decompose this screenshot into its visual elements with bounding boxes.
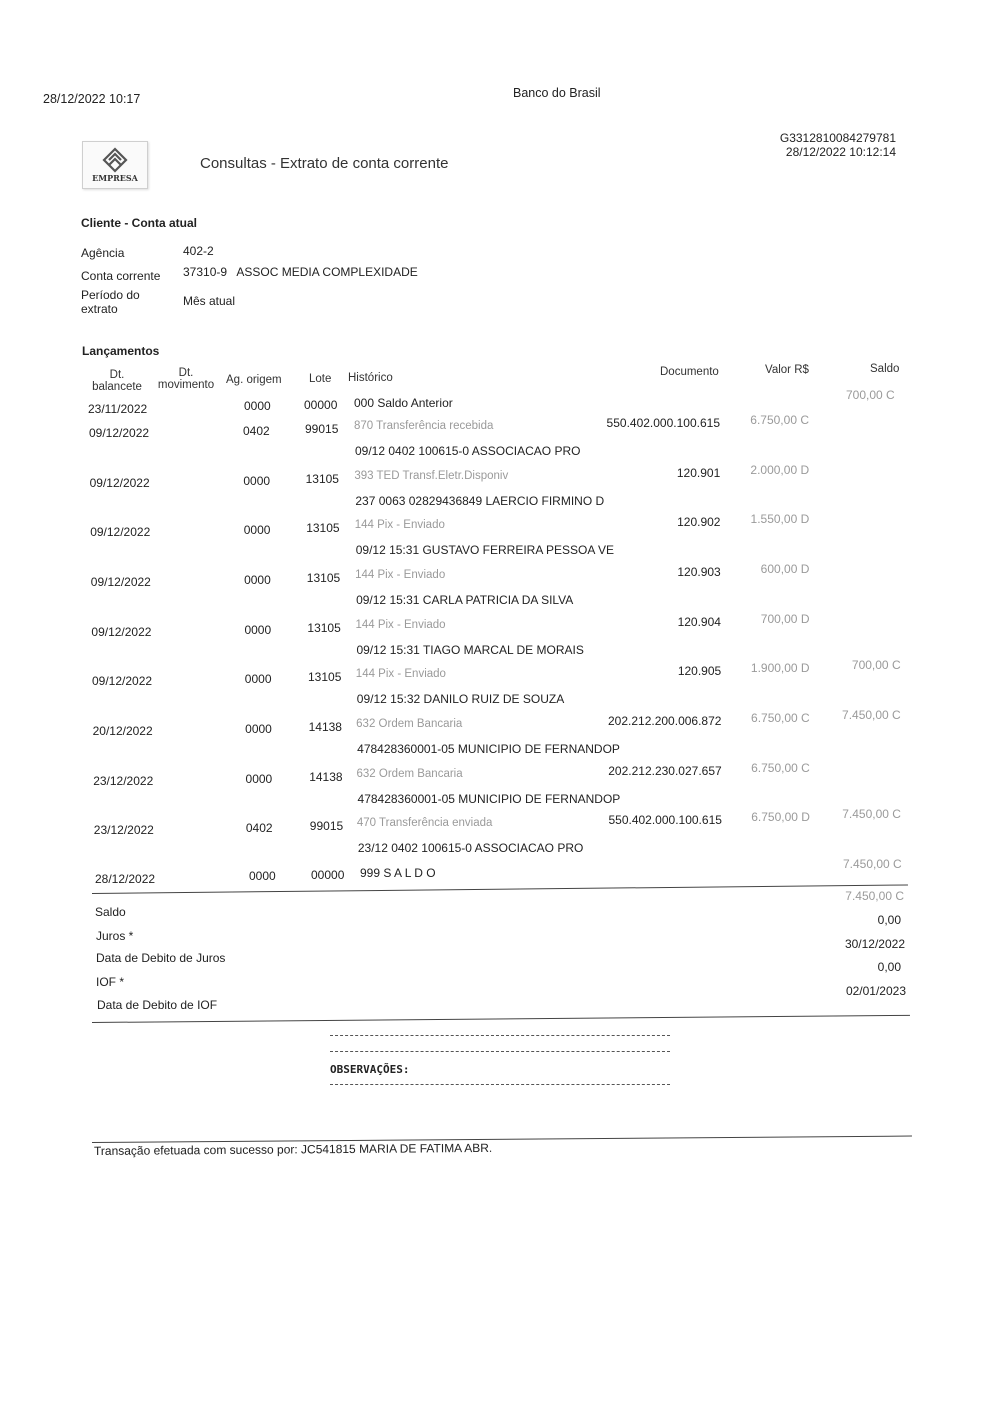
row-detail: 09/12 15:31 GUSTAVO FERREIRA PESSOA VE — [355, 543, 615, 557]
row-valor: 600,00 D — [760, 562, 810, 576]
iof-label: IOF * — [96, 975, 125, 989]
row-valor: 6.750,00 C — [750, 413, 809, 427]
row-lote: 14138 — [309, 770, 343, 784]
row-detail: 09/12 0402 100615-0 ASSOCIACAO PRO — [355, 444, 581, 458]
print-datetime: 28/12/2022 10:17 — [43, 92, 141, 106]
table-row — [0, 562, 992, 616]
row-ag: 0000 — [245, 722, 272, 736]
row-documento: 202.212.230.027.657 — [608, 764, 722, 778]
bb-logo-icon — [101, 147, 129, 173]
row-documento: 120.903 — [677, 565, 721, 579]
row-date: 09/12/2022 — [92, 674, 153, 688]
row-valor: 6.750,00 C — [751, 711, 810, 725]
bank-logo — [82, 141, 148, 189]
row-valor: 6.750,00 C — [751, 761, 810, 775]
summary-bottom-divider — [92, 1015, 910, 1023]
periodo-value: Mês atual — [183, 294, 236, 308]
row-lote: 13105 — [307, 621, 341, 635]
row-saldo: 7.450,00 C — [842, 708, 901, 722]
auth-datetime: 28/12/2022 10:12:14 — [785, 145, 896, 159]
page-title: Consultas - Extrato de conta corrente — [200, 155, 449, 172]
footer-divider — [92, 1136, 912, 1143]
col-dt-movimento — [154, 367, 218, 391]
data-debito-iof-value: 02/01/2023 — [845, 984, 906, 998]
col-dt-balancete — [88, 369, 146, 393]
row-detail: 237 0063 02829436849 LAERCIO FIRMINO D — [355, 494, 605, 508]
row-ag: 0000 — [244, 573, 271, 587]
row-historico: 144 Pix - Enviado — [354, 519, 445, 531]
row-valor: 1.550,00 D — [750, 512, 810, 526]
row-documento: 120.904 — [677, 615, 721, 629]
row-saldo: 700,00 C — [846, 388, 895, 402]
agencia-label: Agência — [81, 246, 125, 260]
row-valor: 6.750,00 D — [751, 810, 810, 824]
conta-label: Conta corrente — [81, 269, 161, 283]
iof-value: 0,00 — [877, 960, 901, 974]
periodo-label-line1: Período do — [81, 288, 140, 302]
agencia-value: 402-2 — [183, 244, 214, 258]
row-lote: 13105 — [308, 670, 342, 684]
row-documento: 120.901 — [676, 466, 721, 480]
periodo-label — [81, 288, 140, 316]
row-lote: 00000 — [311, 868, 345, 882]
row-historico: 000 Saldo Anterior — [354, 396, 453, 410]
row-lote: 13105 — [306, 571, 341, 585]
row-date: 09/12/2022 — [89, 476, 150, 490]
row-lote: 00000 — [304, 398, 338, 412]
lancamentos-section-title: Lançamentos — [82, 344, 160, 358]
row-date: 20/12/2022 — [92, 724, 153, 738]
row-valor: 700,00 D — [760, 612, 810, 626]
row-historico: 144 Pix - Enviado — [355, 569, 446, 581]
row-lote: 13105 — [305, 472, 339, 486]
client-section-title: Cliente - Conta atual — [81, 216, 198, 230]
periodo-label-line2: extrato — [81, 302, 118, 316]
row-ag: 0402 — [245, 821, 273, 835]
row-detail: 478428360001-05 MUNICIPIO DE FERNANDOP — [357, 792, 621, 806]
juros-label: Juros * — [96, 929, 134, 943]
data-debito-juros-label: Data de Debito de Juros — [96, 951, 226, 965]
row-detail: 09/12 15:31 TIAGO MARCAL DE MORAIS — [356, 643, 584, 657]
row-detail: 09/12 15:31 CARLA PATRICIA DA SILVA — [356, 593, 574, 607]
col-dt-balancete-line2: balancete — [92, 381, 142, 393]
col-lote: Lote — [309, 373, 332, 385]
obs-dashed-line-1 — [330, 1035, 670, 1036]
row-detail: 23/12 0402 100615-0 ASSOCIACAO PRO — [357, 841, 584, 855]
col-saldo: Saldo — [870, 363, 900, 375]
row-ag: 0000 — [244, 623, 272, 637]
col-dt-movimento-line1: Dt. — [178, 367, 194, 379]
table-row — [0, 612, 992, 666]
row-saldo: 7.450,00 C — [843, 857, 902, 871]
row-historico: 144 Pix - Enviado — [355, 619, 446, 631]
row-date: 09/12/2022 — [89, 426, 150, 440]
row-detail: 09/12 15:32 DANILO RUIZ DE SOUZA — [356, 692, 565, 706]
row-saldo: 7.450,00 C — [842, 807, 901, 821]
row-ag: 0402 — [243, 424, 270, 438]
row-documento: 550.402.000.100.615 — [606, 416, 720, 430]
row-date: 28/12/2022 — [95, 872, 156, 886]
row-date: 09/12/2022 — [91, 625, 152, 639]
row-lote: 99015 — [305, 422, 339, 436]
obs-dashed-line-3 — [330, 1084, 670, 1085]
row-date: 09/12/2022 — [90, 575, 151, 589]
row-lote: 13105 — [306, 521, 340, 535]
row-ag: 0000 — [243, 474, 271, 488]
data-debito-juros-value: 30/12/2022 — [844, 937, 905, 951]
auth-code: G3312810084279781 — [779, 131, 896, 145]
col-dt-balancete-line1: Dt. — [109, 369, 125, 381]
row-ag: 0000 — [243, 523, 271, 537]
row-historico: 632 Ordem Bancaria — [356, 718, 463, 730]
data-debito-iof-label: Data de Debito de IOF — [97, 998, 218, 1012]
logo-label: EMPRESA — [92, 173, 138, 183]
row-historico: 999 S A L D O — [360, 866, 436, 880]
row-ag: 0000 — [245, 772, 273, 786]
row-valor: 1.900,00 D — [750, 661, 810, 675]
row-documento: 120.902 — [677, 515, 721, 529]
row-ag: 0000 — [244, 672, 272, 686]
row-valor: 2.000,00 D — [750, 463, 810, 477]
row-saldo: 700,00 C — [851, 658, 901, 672]
col-historico: Histórico — [348, 372, 393, 384]
col-ag-origem: Ag. origem — [226, 374, 282, 386]
row-lote: 14138 — [308, 720, 342, 734]
saldo-label: Saldo — [95, 905, 126, 919]
table-row — [0, 463, 992, 517]
bank-name: Banco do Brasil — [513, 86, 601, 100]
row-ag: 0000 — [249, 869, 276, 883]
row-historico: 393 TED Transf.Eletr.Disponiv — [354, 470, 509, 482]
obs-dashed-line-2 — [330, 1051, 670, 1052]
table-row — [0, 512, 992, 566]
row-ag: 0000 — [244, 399, 271, 413]
row-date: 09/12/2022 — [90, 525, 151, 539]
row-documento: 120.905 — [677, 664, 722, 678]
table-row — [0, 413, 992, 467]
row-historico: 632 Ordem Bancaria — [356, 768, 463, 780]
row-documento: 202.212.200.006.872 — [608, 714, 722, 728]
observacoes-label: OBSERVAÇÕES: — [330, 1063, 410, 1076]
row-historico: 870 Transferência recebida — [354, 420, 494, 432]
row-historico: 470 Transferência enviada — [356, 817, 493, 829]
row-date: 23/12/2022 — [93, 774, 154, 788]
row-documento: 550.402.000.100.615 — [608, 813, 722, 827]
col-valor: Valor R$ — [765, 364, 809, 376]
juros-value: 0,00 — [877, 913, 901, 927]
col-documento: Documento — [660, 366, 719, 378]
col-dt-movimento-line2: movimento — [157, 379, 215, 391]
row-detail: 478428360001-05 MUNICIPIO DE FERNANDOP — [357, 742, 620, 756]
table-row — [0, 708, 992, 765]
row-historico: 144 Pix - Enviado — [355, 668, 446, 680]
footer-text: Transação efetuada com sucesso por: JC541815 MARIA DE FATIMA ABR. — [93, 1140, 493, 1158]
row-lote: 99015 — [309, 819, 344, 833]
conta-value: 37310-9 ASSOC MEDIA COMPLEXIDADE — [183, 265, 418, 279]
row-date: 23/12/2022 — [93, 823, 154, 837]
row-date: 23/11/2022 — [88, 402, 148, 416]
saldo-value: 7.450,00 C — [845, 889, 904, 903]
